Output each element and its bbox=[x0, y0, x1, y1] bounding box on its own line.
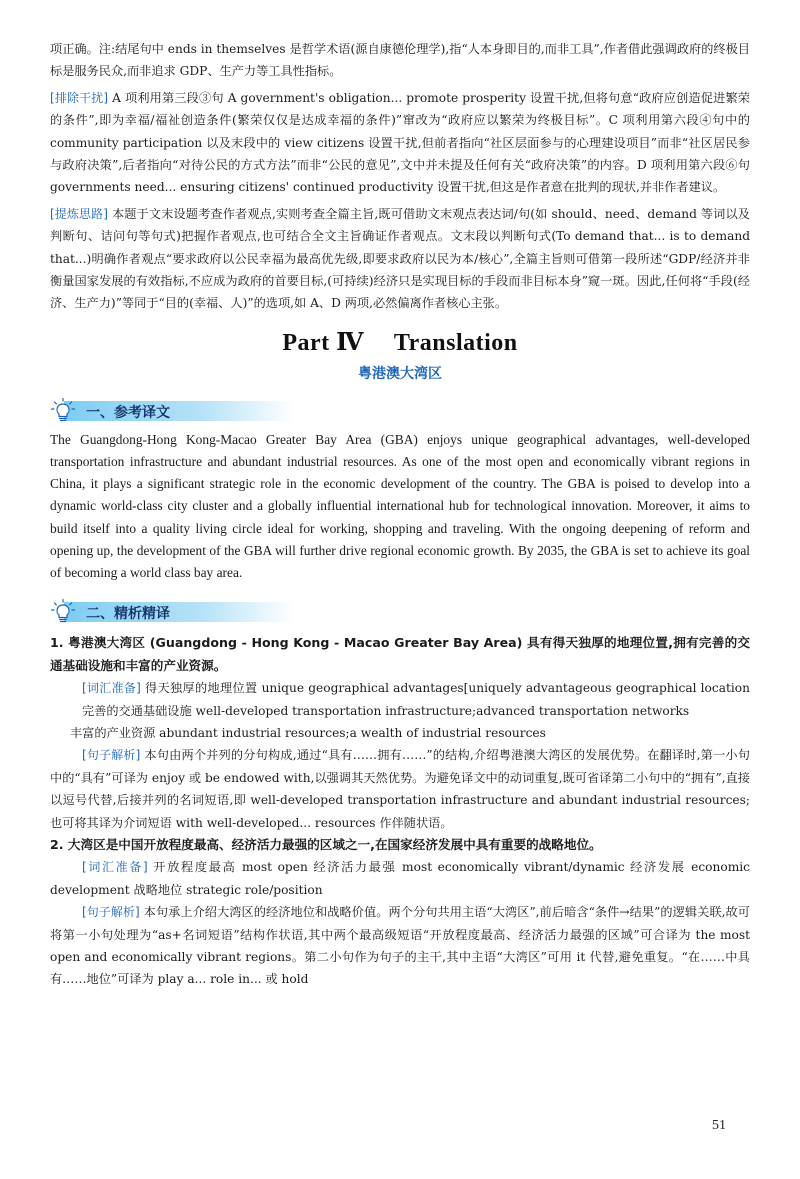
section-label: 一、参考译文 bbox=[86, 404, 170, 421]
translation-text: The Guangdong-Hong Kong-Macao Greater Bay Area (GBA) enjoys unique geographical advantages, well-developed transportation infrastructure and abundant industrial resources. As one of the most open and economically vibrant regions in China, it plays a significant strategic role in the economic development of the country. The GBA is poised to develop into a dynamic world-class city cluster and a globally influential international hub for technological innovation. Moreover, it aims to build itself into a quality living circle ideal for working, shopping and traveling. With the ongoing deepening of reform and opening up, the development of the GBA will further drive regional economic growth. By 2035, the GBA is set to achieve its goal of becoming a world class bay area. bbox=[50, 431, 750, 581]
reference-translation bbox=[50, 429, 750, 584]
vocab-block bbox=[50, 677, 750, 722]
sentence-analysis bbox=[50, 744, 750, 834]
part-label: Part Ⅳ bbox=[282, 329, 364, 356]
lightbulb-icon bbox=[50, 598, 76, 624]
vocab-tag: [词汇准备] bbox=[82, 681, 141, 696]
analysis-tag: [句子解析] bbox=[82, 748, 141, 763]
lightbulb-icon bbox=[50, 397, 76, 423]
answer-explanation-text: 项正确。注:结尾句中 ends in themselves 是哲学术语(源自康德伦理学),指“人本身即目的,而非工具”,作者借此强调政府的终极目标是服务民众,而非追求 GDP、生产力等工具性指标。 bbox=[50, 42, 750, 79]
vocab-tag: [词汇准备] bbox=[82, 860, 148, 875]
approach-analysis bbox=[50, 203, 750, 315]
sentence-heading: 2. 大湾区是中国开放程度最高、经济活力最强的区域之一,在国家经济发展中具有重要的战略地位。 bbox=[50, 836, 602, 852]
distractor-text: A 项利用第三段③句 A government's obligation... promote prosperity 设置干扰,但将句意“政府应创造促进繁荣的条件”,即为幸福/福祉创造条件(繁荣仅仅是达成幸福的条件)”窜改为“政府应以繁荣为终极目标”。C 项利用第六段④句中的 community participation 以及末段中的 view citizens 设置干扰,但前者指向“社区层面参与的心理建设项目”而非“社区居民参与政府决策”,后者指向“对待公民的方式方法”而非“公民的意见”,文中并未提及任何有关“政府决策”的内容。D 项利用第六段⑥句 governments need... ensuring citizens' continued productivity 设置干扰,但这是作者意在批判的现状,并非作者建议。 bbox=[50, 90, 750, 195]
part-heading bbox=[50, 327, 750, 357]
analysis-item-1 bbox=[50, 632, 750, 834]
analysis-item-2 bbox=[50, 834, 750, 991]
page-content bbox=[50, 38, 750, 991]
analysis-tag: [句子解析] bbox=[82, 905, 140, 920]
section-heading-reference-translation bbox=[50, 397, 300, 423]
analysis-text: 本句承上介绍大湾区的经济地位和战略价值。两个分句共用主语“大湾区”,前后暗含“条件→结果”的逻辑关联,故可将第一小句处理为“as+名词短语”结构作状语,其中两个最高级短语“开放程度最高、经济活力最强的区域”可合译为 the most open and economically vibrant regions。第二小句作为句子的主干,其中主语“大湾区”可用 it 代替,避免重复。“在……中具有……地位”可译为 play a... role in... 或 hold bbox=[50, 905, 750, 987]
sentence-analysis bbox=[50, 901, 750, 991]
distractor-analysis bbox=[50, 87, 750, 199]
approach-text: 本题于文末设题考查作者观点,实则考查全篇主旨,既可借助文末观点表达词/句(如 should、need、demand 等词以及判断句、诘问句等句式)把握作者观点,也可结合全文主旨确证作者观点。文末段以判断句式(To demand that... is to demand that...)明确作者观点“要求政府以公民幸福为最高优先级,即要求政府以民为本/核心”,全篇主旨则可借第一段所述“GDP/经济并非衡量国家发展的有效指标,不应成为政府的首要目标,(可持续)经济只是实现目标的手段而非目标本身”窥一斑。因此,任何将“手段(经济、生产力)”等同于“目的(幸福、人)”的选项,如 A、D 两项,必然偏离作者核心主张。 bbox=[50, 206, 750, 311]
section-heading-analysis bbox=[50, 598, 300, 624]
analysis-text: 本句由两个并列的分句构成,通过“具有……拥有……”的结构,介绍粤港澳大湾区的发展优势。在翻译时,第一小句中的“具有”可译为 enjoy 或 be endowed with,以强调其天然优势。为避免译文中的动词重复,既可省译第二小句中的“拥有”,直接以逗号代替,后接并列的名词短语,即 well-developed transportation infrastructure and abundant industrial resources;也可将其译为介词短语 with well-developed... resources 作伴随状语。 bbox=[50, 748, 750, 830]
section-label: 二、精析精译 bbox=[86, 606, 170, 623]
topic-subtitle: 粤港澳大湾区 bbox=[358, 365, 442, 382]
vocab-block bbox=[50, 856, 750, 901]
vocab-text-cont: 丰富的产业资源 abundant industrial resources;a wealth of industrial resources bbox=[70, 725, 546, 740]
distractor-tag: [排除干扰] bbox=[50, 90, 109, 105]
sentence-heading: 1. 粤港澳大湾区 (Guangdong - Hong Kong - Macao Greater Bay Area) 具有得天独厚的地理位置,拥有完善的交通基础设施和丰富的产业资源。 bbox=[50, 635, 751, 673]
page-number: 51 bbox=[712, 1118, 726, 1133]
vocab-text: 开放程度最高 most open 经济活力最强 most economically vibrant/dynamic 经济发展 economic development 战略地位 strategic role/position bbox=[50, 860, 750, 897]
approach-tag: [提炼思路] bbox=[50, 206, 108, 221]
part-title: Translation bbox=[393, 329, 518, 356]
vocab-text: 得天独厚的地理位置 unique geographical advantages[uniquely advantageous geographical location 完善的交通基础设施 well-developed transportation infrastructure;advanced transportation networks bbox=[82, 681, 750, 718]
